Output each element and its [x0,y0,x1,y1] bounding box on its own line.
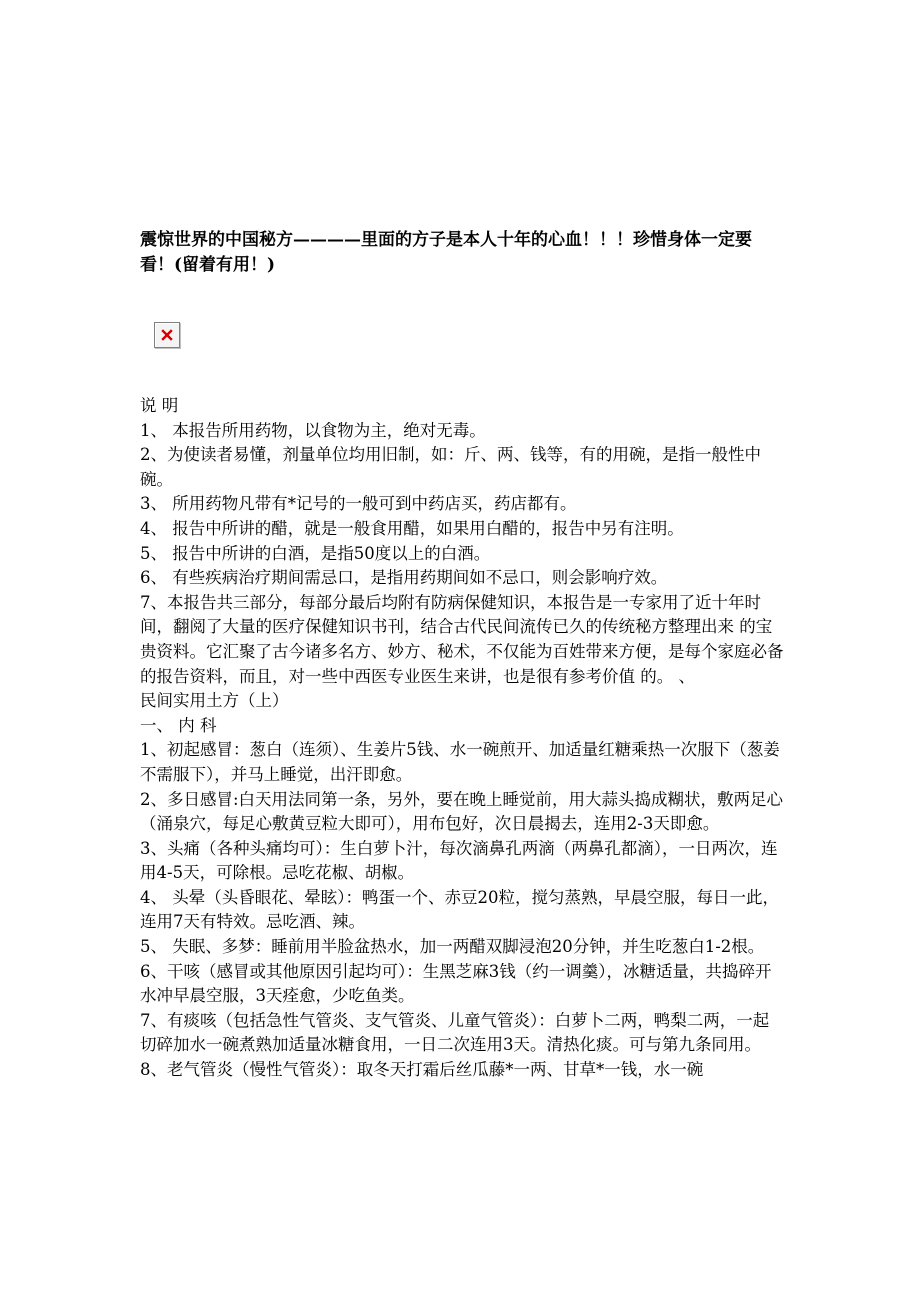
remedy-item: 3、头痛（各种头痛均可）：生白萝卜汁，每次滴鼻孔两滴（两鼻孔都滴），一日两次，连用4-5天，可除根。忌吃花椒、胡椒。 [140,838,778,883]
remedy-item: 8、老气管炎（慢性气管炎）：取冬天打霜后丝瓜藤*一两、甘草*一钱，水一碗 [140,1060,704,1080]
paragraph: 5、 报告中所讲的白酒，是指50度以上的白酒。 [140,543,491,563]
remedy-item: 2、多日感冒:白天用法同第一条，另外，要在晚上睡觉前，用大蒜头捣成糊状，敷两足心（涌泉穴，每足心敷黄豆粒大即可），用布包好，次日晨揭去，连用2-3天即愈。 [140,789,784,834]
document-page [140,228,785,1083]
paragraph: 1、 本报告所用药物，以食物为主，绝对无毒。 [140,420,486,440]
red-x-icon [161,329,173,341]
document-title: 震惊世界的中国秘方————里面的方子是本人十年的心血！！！珍惜身体一定要看！(留着有用！) [140,230,752,275]
paragraph: 4、 报告中所讲的醋，就是一般食用醋，如果用白醋的，报告中另有注明。 [140,518,684,538]
section-heading-folk-remedies: 民间实用土方（上） [140,691,289,711]
remedy-item: 1、初起感冒：葱白（连须）、生姜片5钱、水一碗煎开、加适量红糖乘热一次服下（葱姜不需服下），并马上睡觉，出汗即愈。 [140,740,780,784]
paragraph: 3、 所用药物凡带有*记号的一般可到中药店买，药店都有。 [140,494,577,514]
remedy-item: 6、干咳（感冒或其他原因引起均可）：生黑芝麻3钱（约一调羹），冰糖适量，共捣碎开水冲早晨空服，3天痊愈，少吃鱼类。 [140,961,772,1006]
section-heading-internal-medicine: 一、 内 科 [140,715,217,735]
paragraph: 6、 有些疾病治疗期间需忌口，是指用药期间如不忌口，则会影响疗效。 [140,568,668,588]
section-heading-explanation: 说 明 [140,396,179,415]
remedy-item: 4、 头晕（头昏眼花、晕眩）：鸭蛋一个、赤豆20粒，搅匀蒸熟，早晨空服，每日一此，连用7天有特效。忌吃酒、辣。 [140,887,779,932]
remedy-item: 5、 失眠、多梦：睡前用半脸盆热水，加一两醋双脚浸泡20分钟，并生吃葱白1-2根。 [140,937,765,957]
document-body [140,394,785,1083]
paragraph: 2、为使读者易懂，剂量单位均用旧制，如：斤、两、钱等，有的用碗，是指一般性中碗。 [140,445,761,489]
broken-image-icon [154,322,180,348]
paragraph: 7、本报告共三部分，每部分最后均附有防病保健知识，本报告是一专家用了近十年时间，翻阅了大量的医疗保健知识书刊，结合古代民间流传已久的传统秘方整理出来 的宝贵资料。它汇聚了古今诸多名方、妙方、秘术，不仅能为百姓带来方便，是每个家庭必备的报告资料，而且，对一些中西医专业医生来讲，也是很有参考价值 的。 、 [140,592,784,686]
remedy-item: 7、有痰咳（包括急性气管炎、支气管炎、儿童气管炎）：白萝卜二两，鸭梨二两，一起切碎加水一碗煮熟加适量冰糖食用，一日二次连用3天。清热化痰。可与第九条同用。 [140,1010,770,1055]
